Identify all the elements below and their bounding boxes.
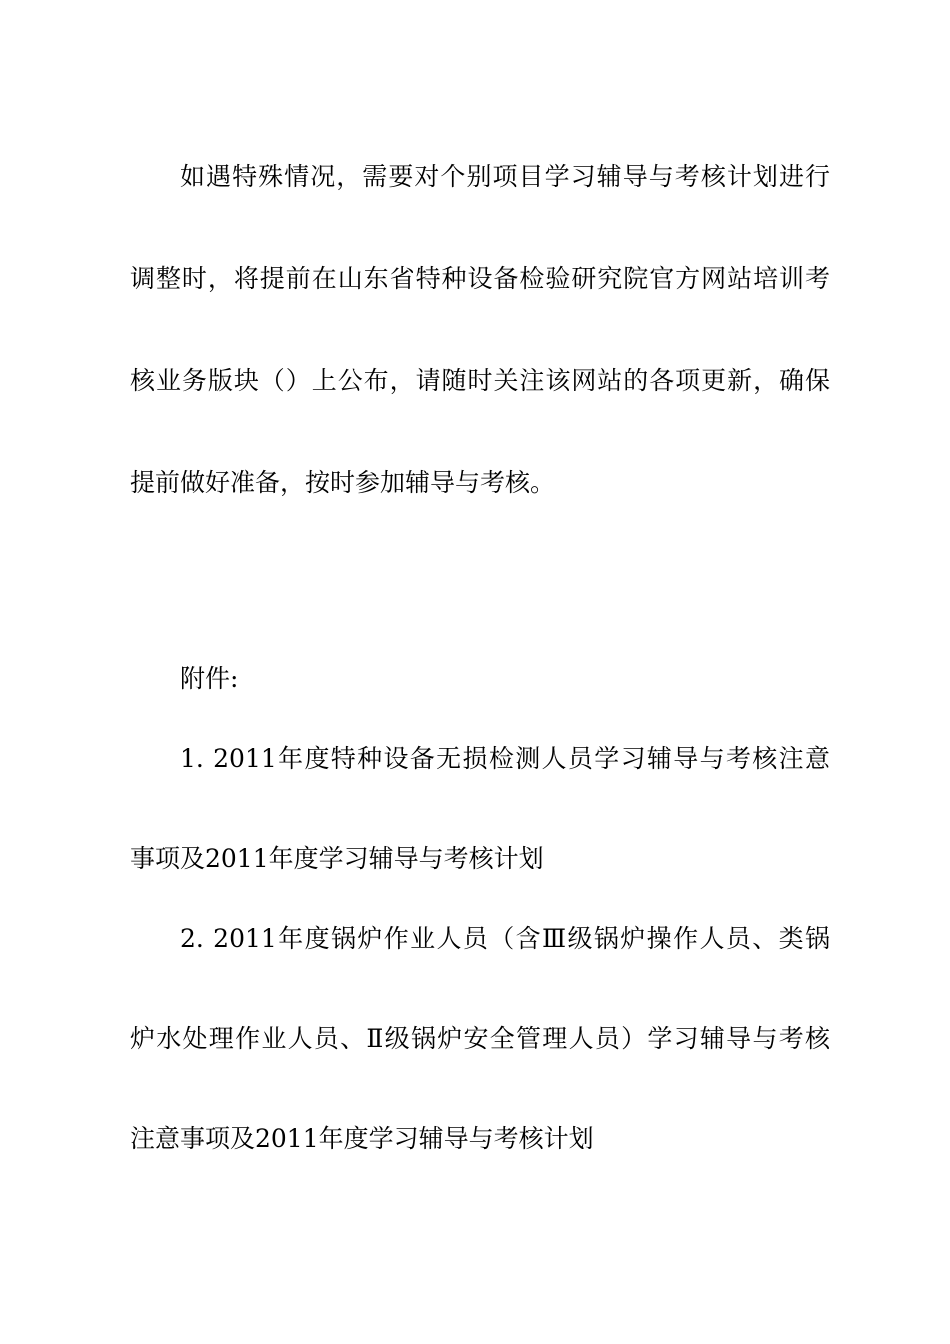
attachment-item-line: 事项及2011年度学习辅导与考核计划 <box>130 844 544 873</box>
attachment-item-line: 注意事项及2011年度学习辅导与考核计划 <box>130 1124 594 1153</box>
paragraph-line: 调整时，将提前在山东省特种设备检验研究院官方网站培训考 <box>130 264 830 293</box>
attachment-item-line: 炉水处理作业人员、Ⅱ级锅炉安全管理人员）学习辅导与考核 <box>130 1024 830 1053</box>
attachments-label: 附件: <box>180 664 239 693</box>
paragraph-line: 如遇特殊情况，需要对个别项目学习辅导与考核计划进行 <box>180 162 830 191</box>
attachment-item-line: 2. 2011年度锅炉作业人员（含Ⅲ级锅炉操作人员、类锅 <box>180 924 830 953</box>
paragraph-line: 提前做好准备，按时参加辅导与考核。 <box>130 468 556 497</box>
paragraph-line: 核业务版块（）上公布，请随时关注该网站的各项更新，确保 <box>130 366 830 395</box>
attachment-item-line: 1. 2011年度特种设备无损检测人员学习辅导与考核注意 <box>180 744 830 773</box>
